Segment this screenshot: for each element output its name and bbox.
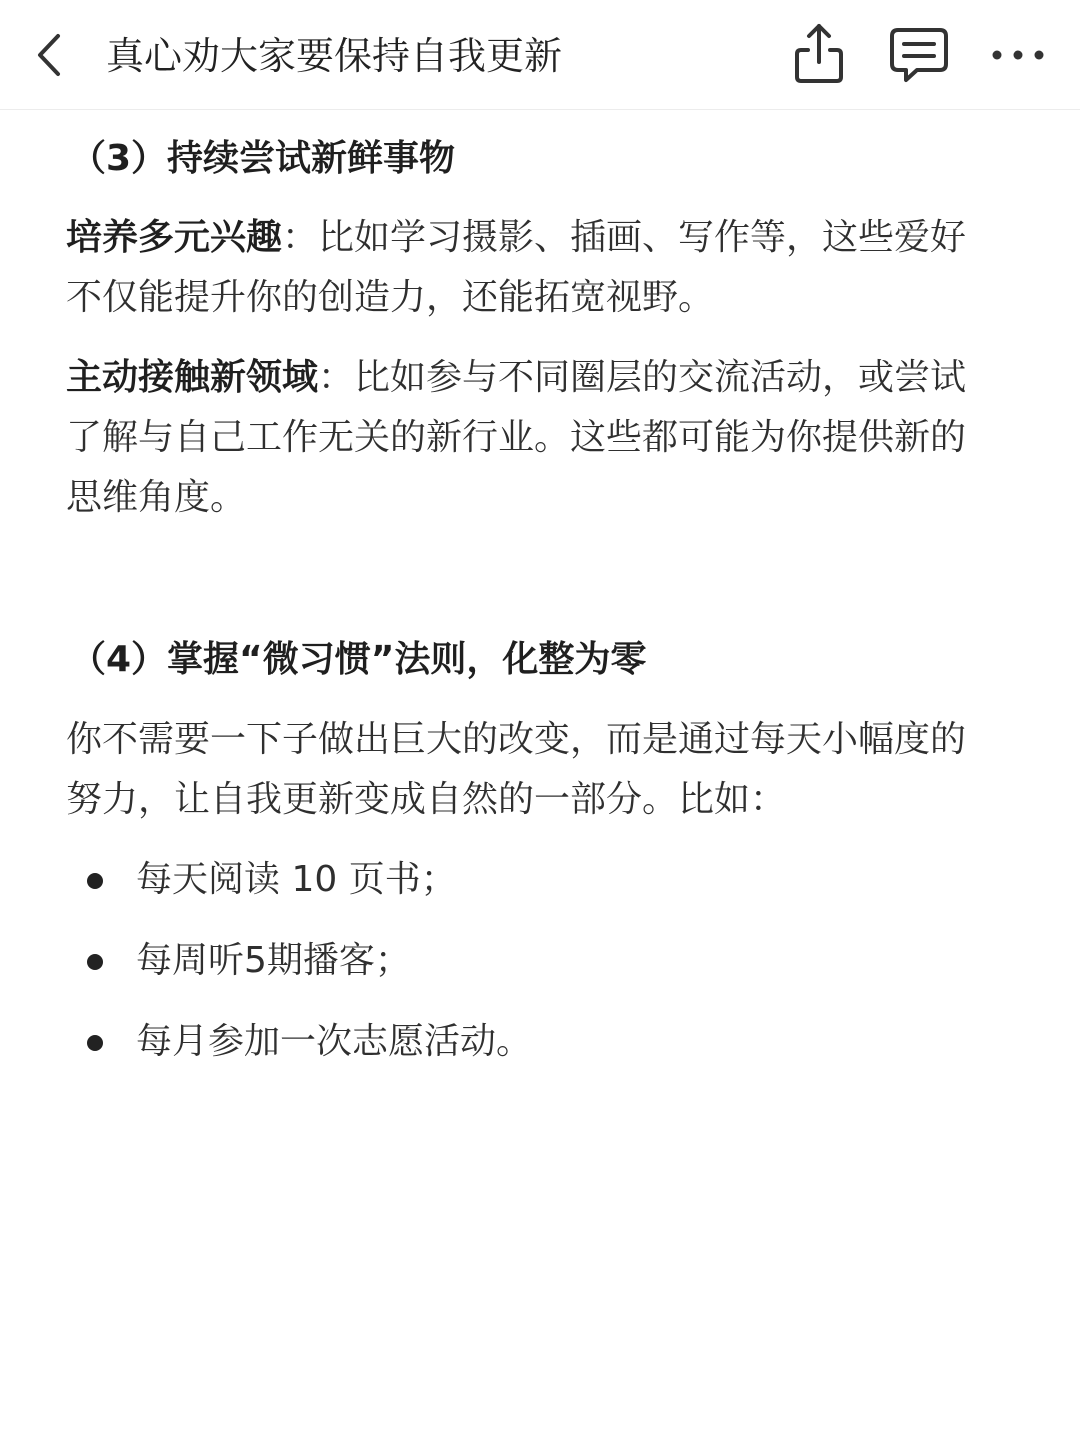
bullet-dot-icon [87, 1035, 103, 1051]
more-button[interactable] [982, 20, 1052, 90]
paragraph-text: ：比如参与不同圈层的交流活动，或尝试了解与自己工作无关的新行业。这些都可能为你提供新的思维角度。 [66, 357, 967, 518]
bullet-dot-icon [87, 954, 103, 970]
list-item [0, 931, 1080, 991]
bullet-dot-icon [87, 873, 103, 889]
list-item-text: 每天阅读 10 页书； [136, 859, 457, 900]
section-heading: （4）掌握“微习惯”法则，化整为零 [70, 639, 647, 680]
paragraph-new-fields [66, 348, 996, 528]
more-icon [982, 20, 1052, 90]
share-button[interactable] [784, 20, 854, 90]
paragraph-text: ：比如学习摄影、插画、写作等，这些爱好不仅能提升你的创造力，还能拓宽视野。 [66, 217, 967, 318]
share-icon [784, 20, 854, 90]
comment-button[interactable] [884, 20, 954, 90]
list-item [0, 1012, 1080, 1072]
back-button[interactable] [28, 27, 74, 83]
paragraph-micro-habits: 你不需要一下子做出巨大的改变，而是通过每天小幅度的努力，让自我更新变成自然的一部分。比如： [66, 719, 967, 820]
list-item-text: 每月参加一次志愿活动。 [136, 1021, 533, 1062]
chevron-left-icon [28, 27, 74, 83]
top-navigation-bar [0, 0, 1080, 110]
list-item [0, 850, 1080, 910]
paragraph-bold-lead: 培养多元兴趣 [66, 217, 283, 258]
paragraph-bold-lead: 主动接触新领域 [66, 357, 319, 398]
comment-icon [884, 20, 954, 90]
paragraph-diverse-interests [66, 208, 996, 328]
list-item-text: 每周听5期播客； [136, 940, 411, 981]
page-title: 真心劝大家要保持自我更新 [106, 34, 563, 78]
section-heading: （3）持续尝试新鲜事物 [70, 138, 456, 179]
